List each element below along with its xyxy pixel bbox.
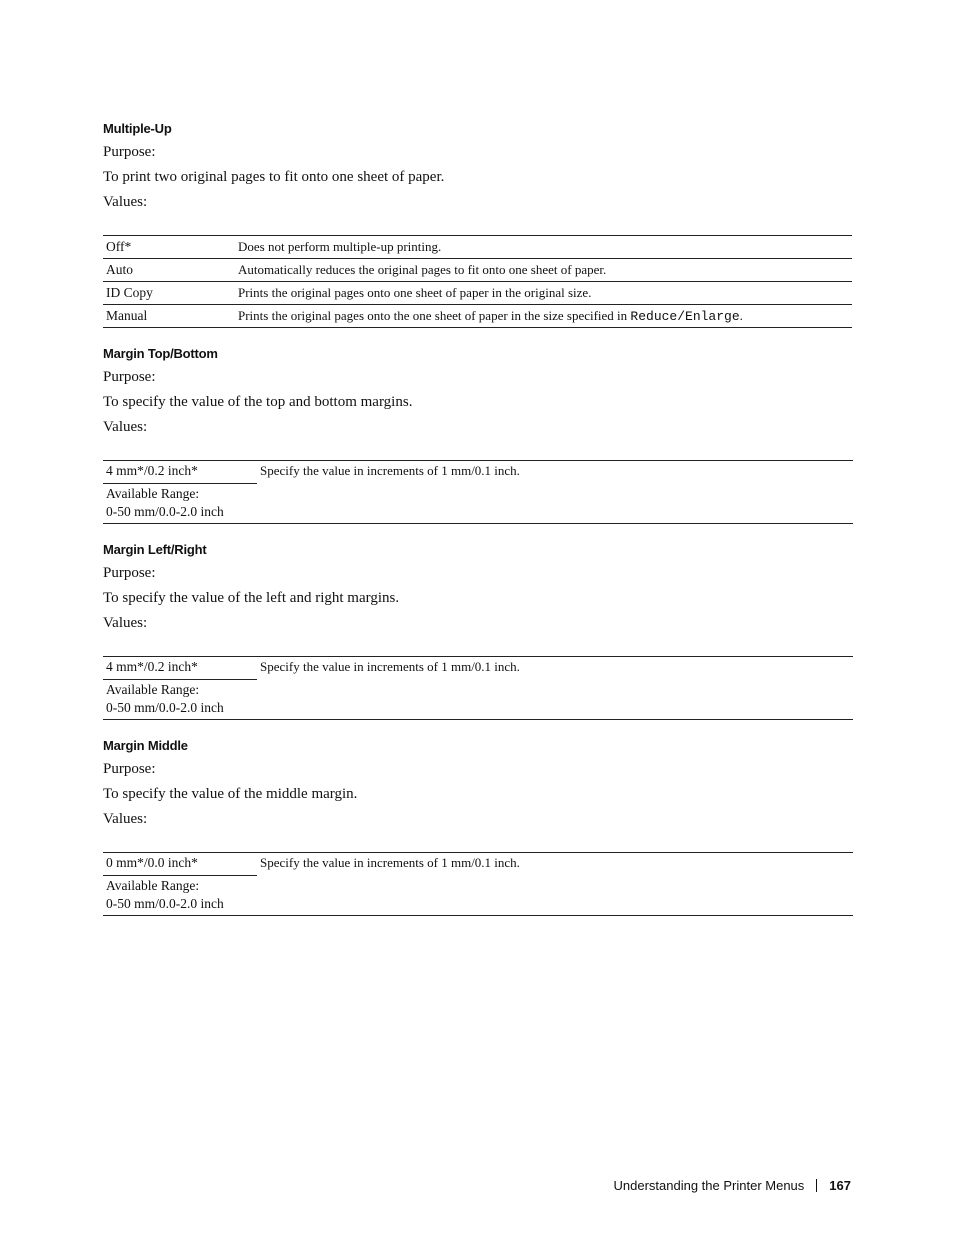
range-value: 0-50 mm/0.0-2.0 inch	[106, 504, 224, 519]
purpose-label: Purpose:	[103, 369, 156, 385]
values-label: Values:	[103, 615, 148, 631]
code-text: Reduce/Enlarge	[630, 309, 740, 324]
range-value: 0-50 mm/0.0-2.0 inch	[106, 896, 224, 911]
value-cell	[103, 853, 257, 913]
default-value: 4 mm*/0.2 inch*	[103, 461, 257, 484]
section-margin-middle	[103, 735, 853, 916]
value-desc-text: Prints the original pages onto the one sheet of paper in the size specified in	[238, 308, 631, 323]
range-block	[103, 680, 257, 717]
section-title: Margin Middle	[103, 738, 188, 753]
value-key: Off*	[106, 239, 132, 254]
values-table	[103, 235, 852, 328]
section-title: Margin Top/Bottom	[103, 346, 218, 361]
table-row	[103, 282, 852, 305]
values-label: Values:	[103, 194, 148, 210]
purpose-label: Purpose:	[103, 761, 156, 777]
purpose-text: To print two original pages to fit onto one sheet of paper.	[103, 169, 445, 185]
values-table	[103, 460, 853, 524]
section-multiple-up	[103, 118, 853, 328]
values-label: Values:	[103, 419, 148, 435]
default-value: 4 mm*/0.2 inch*	[103, 657, 257, 680]
purpose-text: To specify the value of the left and right margins.	[103, 590, 400, 606]
value-key: ID Copy	[103, 282, 235, 305]
values-label: Values:	[103, 811, 148, 827]
value-desc: Specify the value in increments of 1 mm/0.1 inch.	[260, 659, 520, 674]
value-key: Manual	[103, 305, 235, 328]
document-page	[103, 118, 853, 916]
range-block	[103, 484, 257, 521]
range-value: 0-50 mm/0.0-2.0 inch	[106, 700, 224, 715]
table-row	[103, 236, 852, 259]
footer-separator	[816, 1179, 817, 1192]
section-title: Multiple-Up	[103, 121, 172, 136]
purpose-text: To specify the value of the middle margin.	[103, 786, 358, 802]
range-label: Available Range:	[106, 878, 200, 893]
section-title: Margin Left/Right	[103, 542, 207, 557]
page-footer	[614, 1178, 851, 1193]
values-table	[103, 852, 853, 916]
value-desc: Specify the value in increments of 1 mm/0.1 inch.	[260, 855, 520, 870]
section-margin-left-right	[103, 539, 853, 720]
footer-chapter: Understanding the Printer Menus	[613, 1178, 805, 1193]
purpose-label: Purpose:	[103, 565, 156, 581]
purpose-text: To specify the value of the top and bottom margins.	[103, 394, 413, 410]
value-key: Auto	[103, 259, 235, 282]
value-desc	[235, 305, 852, 328]
value-desc-end: .	[739, 308, 743, 323]
table-row	[103, 259, 852, 282]
section-margin-top-bottom	[103, 343, 853, 524]
table-row	[103, 305, 852, 328]
value-desc: Prints the original pages onto one sheet of paper in the original size.	[235, 282, 852, 305]
value-desc: Specify the value in increments of 1 mm/0.1 inch.	[260, 463, 520, 478]
page-number: 167	[829, 1178, 851, 1193]
value-cell	[103, 657, 257, 717]
default-value: 0 mm*/0.0 inch*	[103, 853, 257, 876]
range-block	[103, 876, 257, 913]
purpose-label: Purpose:	[103, 144, 156, 160]
range-label: Available Range:	[106, 486, 200, 501]
values-table	[103, 656, 853, 720]
range-label: Available Range:	[106, 682, 200, 697]
value-desc: Automatically reduces the original pages to fit onto one sheet of paper.	[235, 259, 852, 282]
value-cell	[103, 461, 257, 521]
value-desc: Does not perform multiple-up printing.	[238, 239, 442, 254]
